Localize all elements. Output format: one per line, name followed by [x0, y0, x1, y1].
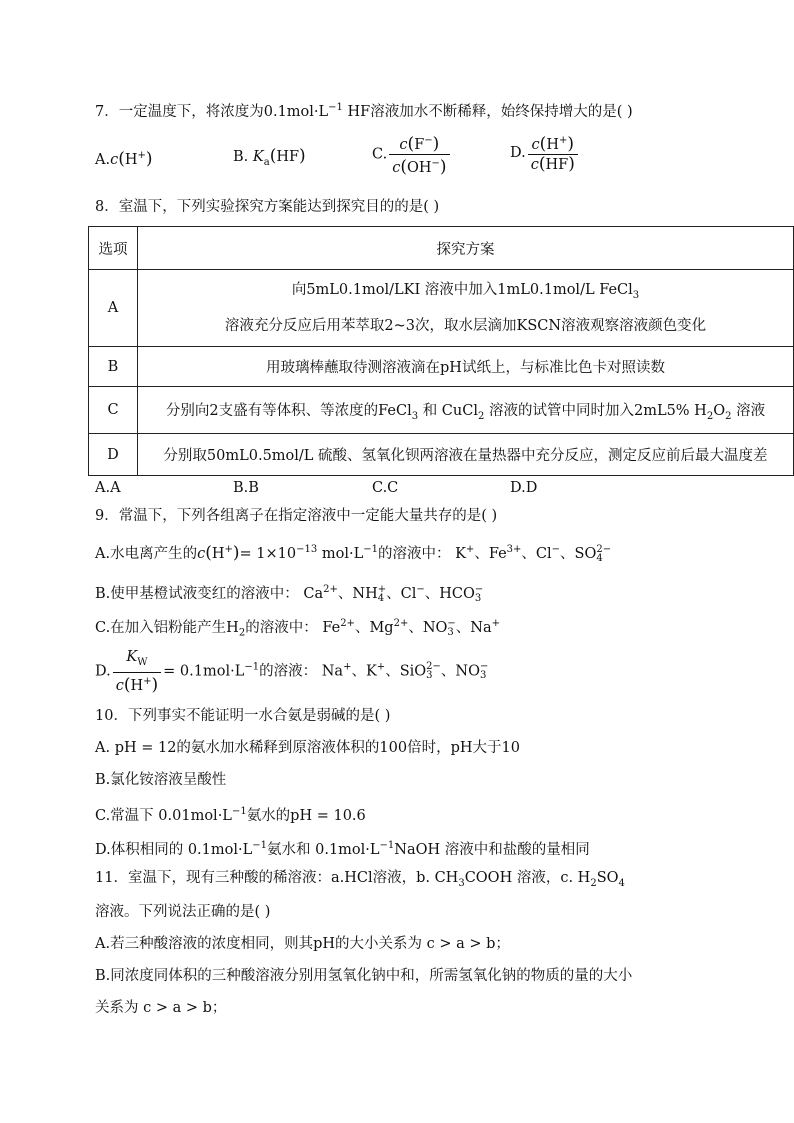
q7-option-b: B. $K_a(HF)$ — [233, 146, 306, 168]
table-cell-option: B — [89, 347, 138, 387]
q9-stem: 9．常温下，下列各组离子在指定溶液中一定能大量共存的是( ) — [95, 508, 498, 524]
q8-answer-a: A.A — [95, 480, 121, 496]
table-row — [89, 347, 794, 387]
q7-c-fraction: $\frac{c(F^-)}{c(OH^-)}$ — [389, 132, 449, 177]
q7-option-a: A.c(H+) — [95, 148, 153, 169]
q9-option-d: D. $\frac{K_W}{c(H^+)}$ = $0.1mol\cdot L^{-1}$的溶液： Na+、K+、SiO 2− 3 、NO − 3 — [95, 649, 489, 695]
table-cell-option: A — [89, 270, 138, 347]
q8-answer-d: D.D — [510, 480, 538, 496]
q11-option-b: B.同浓度同体积的三种酸溶液分别用氢氧化钠中和，所需氢氧化钠的物质的量的大小 — [95, 968, 633, 984]
table-row — [89, 434, 794, 476]
q10-option-d: D.体积相同的 $0.1mol\cdot L^{-1}$氨水和 $0.1mol\cdot L^{-1}NaOH$ 溶液中和盐酸的量相同 — [95, 840, 590, 858]
q11-option-a: A.若三种酸溶液的浓度相同，则其pH的大小关系为 c > a > b； — [95, 936, 510, 952]
q10-option-b: B.氯化铵溶液呈酸性 — [95, 772, 227, 788]
q7-option-c: C. $\frac{c(F^-)}{c(OH^-)}$ — [372, 132, 452, 177]
q8-answer-c: C.C — [372, 480, 399, 496]
q11-option-b-continued: 关系为 c > a > b； — [95, 1000, 227, 1016]
table-row — [89, 387, 794, 434]
table-cell-scheme: 分别向2支盛有等体积、等浓度的FeCl$_3$ 和 CuCl$_2$ 溶液的试管中同时加入2mL5% $H_2O_2$ 溶液 — [138, 387, 794, 434]
table-header-row — [89, 227, 794, 270]
table-cell-scheme: 向5mL0.1mol/LKI 溶液中加入1mL0.1mol/L FeCl$_3$ 溶液充分反应后用苯萃取2~3次，取水层滴加KSCN溶液观察溶液颜色变化 — [138, 270, 794, 347]
q9-option-a: A.水电离产生的$c(H^+)= 1\times 10^{-13}$ $mol\cdot L^{-1}$的溶液中： K+、$Fe^{3+}$、Cl−、SO 2− 4 — [95, 542, 612, 564]
q7-stem: 7．一定温度下，将浓度为$0.1mol\cdot L^{-1}$ HF溶液加水不断稀释，始终保持增大的是( ) — [95, 102, 633, 120]
q10-option-a: A. pH = 12的氨水加水稀释到原溶液体积的100倍时，pH大于10 — [95, 740, 520, 756]
q9-option-c: C.在加入铝粉能产生$H_2$的溶液中： $Fe^{2+}$、$Mg^{2+}$、NO − 3 、Na+ — [95, 617, 501, 639]
q8-stem: 8．室温下，下列实验探究方案能达到探究目的的是( ) — [95, 199, 440, 215]
table-header-scheme: 探究方案 — [138, 227, 794, 270]
q7-option-d: D. $\frac{c(H^+)}{c(HF)}$ — [510, 132, 580, 174]
q11-stem: 11．室温下，现有三种酸的稀溶液：a.HCl溶液，b. $CH_3COOH$ 溶液，c. $H_2SO_4$ — [95, 870, 625, 889]
table-cell-option: D — [89, 434, 138, 476]
table-cell-scheme: 分别取50mL0.5mol/L 硫酸、氢氧化钡两溶液在量热器中充分反应，测定反应前后最大温度差 — [138, 434, 794, 476]
q8-table — [88, 226, 794, 476]
q7-d-fraction: $\frac{c(H^+)}{c(HF)}$ — [528, 132, 578, 174]
table-cell-scheme: 用玻璃棒蘸取待测溶液滴在pH试纸上，与标准比色卡对照读数 — [138, 347, 794, 387]
table-cell-option: C — [89, 387, 138, 434]
q9-option-b: B.使甲基橙试液变红的溶液中： $Ca^{2+}$、NH + 4 、Cl−、HCO − 3 — [95, 583, 484, 604]
table-row — [89, 270, 794, 347]
table-header-option: 选项 — [89, 227, 138, 270]
q10-stem: 10．下列事实不能证明一水合氨是弱碱的是( ) — [95, 708, 391, 724]
q11-stem-continued: 溶液。下列说法正确的是( ) — [95, 904, 271, 920]
q9-d-fraction: $\frac{K_W}{c(H^+)}$ — [113, 648, 161, 695]
q8-answer-b: B.B — [233, 480, 259, 496]
q10-option-c: C.常温下 $0.01mol\cdot L^{-1}$氨水的pH = 10.6 — [95, 806, 366, 824]
